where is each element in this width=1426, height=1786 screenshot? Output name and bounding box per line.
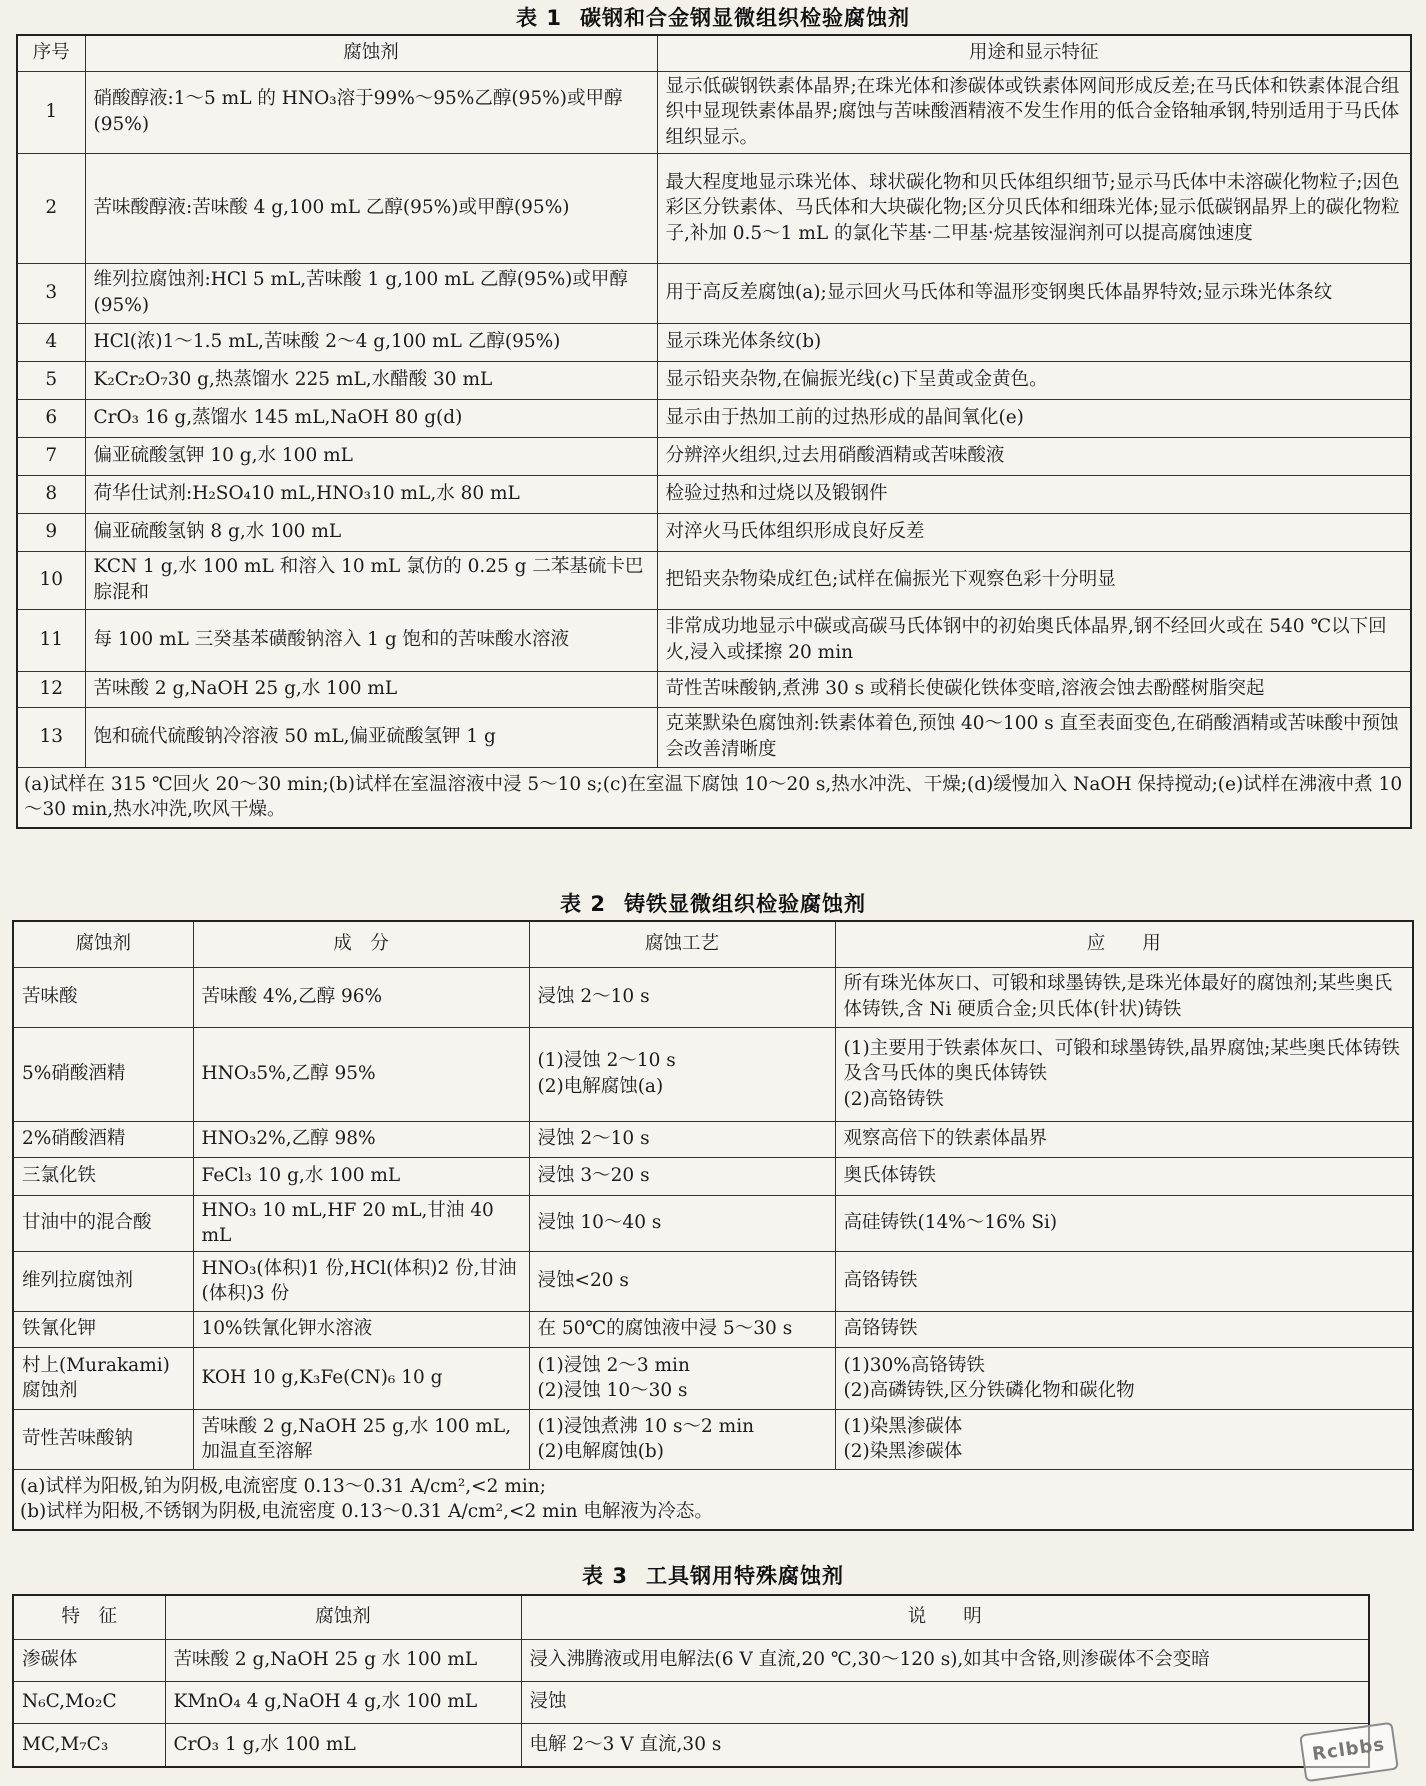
row-comp: 10%铁氰化钾水溶液 xyxy=(193,1311,529,1347)
table-row xyxy=(13,1121,1413,1157)
row-app: (1)染黑渗碳体 (2)染黑渗碳体 xyxy=(835,1409,1413,1469)
table1-header-row xyxy=(17,35,1411,71)
table2-note-a: (a)试样为阳极,铂为阴极,电流密度 0.13～0.31 A/cm²,<2 min; xyxy=(20,1475,546,1497)
row-comp: HNO₃5%,乙醇 95% xyxy=(193,1027,529,1121)
table-row xyxy=(13,1195,1413,1251)
row-proc: (1)浸蚀煮沸 10 s～2 min (2)电解腐蚀(b) xyxy=(529,1409,835,1469)
row-use: 显示由于热加工前的过热形成的晶间氧化(e) xyxy=(657,399,1411,437)
row-name: 维列拉腐蚀剂 xyxy=(13,1251,193,1311)
row-comp: HNO₃ 10 mL,HF 20 mL,甘油 40 mL xyxy=(193,1195,529,1251)
table-row xyxy=(13,1347,1413,1409)
row-comp: FeCl₃ 10 g,水 100 mL xyxy=(193,1157,529,1195)
watermark-logo: Rclbbs xyxy=(1299,1722,1399,1783)
row-etchant: 偏亚硫酸氢钠 8 g,水 100 mL xyxy=(85,513,657,551)
table-row xyxy=(17,609,1411,671)
row-feature: N₆C,Mo₂C xyxy=(13,1681,165,1723)
table1-header-no: 序号 xyxy=(17,35,85,71)
table1-number: 表 1 xyxy=(516,6,562,30)
table-row xyxy=(13,1409,1413,1469)
row-feature: 渗碳体 xyxy=(13,1639,165,1681)
table1 xyxy=(16,34,1412,829)
row-etchant: CrO₃ 1 g,水 100 mL xyxy=(165,1723,521,1767)
table-row xyxy=(17,263,1411,323)
table2-header-row xyxy=(13,921,1413,967)
table-row xyxy=(13,1723,1369,1767)
row-no: 9 xyxy=(17,513,85,551)
row-comp: HNO₃2%,乙醇 98% xyxy=(193,1121,529,1157)
row-use: 克莱默染色腐蚀剂:铁素体着色,预蚀 40～100 s 直至表面变色,在硝酸酒精或苦味酸中预蚀会改善清晰度 xyxy=(657,707,1411,767)
row-no: 6 xyxy=(17,399,85,437)
row-name: 5%硝酸酒精 xyxy=(13,1027,193,1121)
table-row xyxy=(17,399,1411,437)
row-name: 2%硝酸酒精 xyxy=(13,1121,193,1157)
row-no: 13 xyxy=(17,707,85,767)
row-etchant: K₂Cr₂O₇30 g,热蒸馏水 225 mL,水醋酸 30 mL xyxy=(85,361,657,399)
row-use: 显示珠光体条纹(b) xyxy=(657,323,1411,361)
row-proc: 浸蚀 2～10 s xyxy=(529,967,835,1027)
row-use: 最大程度地显示珠光体、球状碳化物和贝氏体组织细节;显示马氏体中未溶碳化物粒子;因色彩区分铁素体、马氏体和大块碳化物;区分贝氏体和细珠光体;显示低碳钢晶界上的碳化物粒子,补加 0.5～1 mL 的氯化苄基·二甲基·烷基铵湿润剂可以提高腐蚀速度 xyxy=(657,153,1411,263)
table2-number: 表 2 xyxy=(560,892,606,916)
row-etchant: CrO₃ 16 g,蒸馏水 145 mL,NaOH 80 g(d) xyxy=(85,399,657,437)
row-etchant: HCl(浓)1～1.5 mL,苦味酸 2～4 g,100 mL 乙醇(95%) xyxy=(85,323,657,361)
table2-title-text: 铸铁显微组织检验腐蚀剂 xyxy=(623,892,866,916)
row-proc: 浸蚀 2～10 s xyxy=(529,1121,835,1157)
table2-notes xyxy=(13,1469,1413,1530)
row-proc: 浸蚀 3～20 s xyxy=(529,1157,835,1195)
row-proc: (1)浸蚀 2～10 s (2)电解腐蚀(a) xyxy=(529,1027,835,1121)
row-etchant: 苦味酸 2 g,NaOH 25 g,水 100 mL xyxy=(85,671,657,707)
row-use: 显示铅夹杂物,在偏振光线(c)下呈黄或金黄色。 xyxy=(657,361,1411,399)
table-row xyxy=(13,1027,1413,1121)
row-no: 2 xyxy=(17,153,85,263)
row-etchant: 苦味酸 2 g,NaOH 25 g 水 100 mL xyxy=(165,1639,521,1681)
row-app: 高铬铸铁 xyxy=(835,1311,1413,1347)
row-app: 高铬铸铁 xyxy=(835,1251,1413,1311)
row-comp: KOH 10 g,K₃Fe(CN)₆ 10 g xyxy=(193,1347,529,1409)
row-feature: MC,M₇C₃ xyxy=(13,1723,165,1767)
row-use: 分辨淬火组织,过去用硝酸酒精或苦味酸液 xyxy=(657,437,1411,475)
row-use: 显示低碳钢铁素体晶界;在珠光体和渗碳体或铁素体网间形成反差;在马氏体和铁素体混合组织中显现铁素体晶界;腐蚀与苦味酸酒精液不发生作用的低合金铬轴承钢,特别适用于马氏体组织显示。 xyxy=(657,71,1411,153)
row-app: 所有珠光体灰口、可锻和球墨铸铁,是珠光体最好的腐蚀剂;某些奥氏体铸铁,含 Ni 硬质合金;贝氏体(针状)铸铁 xyxy=(835,967,1413,1027)
row-no: 3 xyxy=(17,263,85,323)
table-row xyxy=(17,323,1411,361)
row-no: 11 xyxy=(17,609,85,671)
table-row xyxy=(17,475,1411,513)
table2-header-app: 应 用 xyxy=(835,921,1413,967)
row-app: (1)30%高铬铸铁 (2)高磷铸铁,区分铁磷化物和碳化物 xyxy=(835,1347,1413,1409)
table-row xyxy=(17,707,1411,767)
table-row xyxy=(17,513,1411,551)
row-app: (1)主要用于铁素体灰口、可锻和球墨铸铁,晶界腐蚀;某些奥氏体铸铁及含马氏体的奥氏体铸铁 (2)高铬铸铁 xyxy=(835,1027,1413,1121)
row-no: 4 xyxy=(17,323,85,361)
table-row xyxy=(17,437,1411,475)
row-proc: (1)浸蚀 2～3 min (2)浸蚀 10～30 s xyxy=(529,1347,835,1409)
row-no: 7 xyxy=(17,437,85,475)
table3-header-etchant: 腐蚀剂 xyxy=(165,1595,521,1639)
table-row xyxy=(17,671,1411,707)
row-no: 8 xyxy=(17,475,85,513)
table2-note-row xyxy=(13,1469,1413,1530)
table-row xyxy=(13,1157,1413,1195)
table1-header-use: 用途和显示特征 xyxy=(657,35,1411,71)
table-row xyxy=(13,1681,1369,1723)
table3-header-desc: 说 明 xyxy=(521,1595,1369,1639)
row-use: 把铅夹杂物染成红色;试样在偏振光下观察色彩十分明显 xyxy=(657,551,1411,609)
row-desc: 浸蚀 xyxy=(521,1681,1369,1723)
table-row xyxy=(13,967,1413,1027)
row-app: 奥氏体铸铁 xyxy=(835,1157,1413,1195)
row-etchant: 饱和硫代硫酸钠冷溶液 50 mL,偏亚硫酸氢钾 1 g xyxy=(85,707,657,767)
table1-title-text: 碳钢和合金钢显微组织检验腐蚀剂 xyxy=(579,6,910,30)
row-etchant: 偏亚硫酸氢钾 10 g,水 100 mL xyxy=(85,437,657,475)
row-no: 1 xyxy=(17,71,85,153)
row-name: 苛性苦味酸钠 xyxy=(13,1409,193,1469)
row-etchant: 硝酸醇液:1～5 mL 的 HNO₃溶于99%～95%乙醇(95%)或甲醇(95%) xyxy=(85,71,657,153)
table2-note-b: (b)试样为阳极,不锈钢为阴极,电流密度 0.13～0.31 A/cm²,<2 min 电解液为冷态。 xyxy=(20,1501,713,1523)
row-use: 非常成功地显示中碳或高碳马氏体钢中的初始奥氏体晶界,钢不经回火或在 540 ℃以下回火,浸入或揉擦 20 min xyxy=(657,609,1411,671)
table2-title xyxy=(0,888,1426,918)
row-name: 苦味酸 xyxy=(13,967,193,1027)
table-row xyxy=(17,551,1411,609)
row-etchant: 维列拉腐蚀剂:HCl 5 mL,苦味酸 1 g,100 mL 乙醇(95%)或甲醇(95%) xyxy=(85,263,657,323)
table3 xyxy=(12,1594,1370,1768)
row-app: 观察高倍下的铁素体晶界 xyxy=(835,1121,1413,1157)
row-use: 对淬火马氏体组织形成良好反差 xyxy=(657,513,1411,551)
table-row xyxy=(13,1639,1369,1681)
row-no: 5 xyxy=(17,361,85,399)
row-use: 用于高反差腐蚀(a);显示回火马氏体和等温形变钢奥氏体晶界特效;显示珠光体条纹 xyxy=(657,263,1411,323)
row-proc: 浸蚀<20 s xyxy=(529,1251,835,1311)
row-name: 甘油中的混合酸 xyxy=(13,1195,193,1251)
row-comp: 苦味酸 4%,乙醇 96% xyxy=(193,967,529,1027)
row-etchant: KCN 1 g,水 100 mL 和溶入 10 mL 氯仿的 0.25 g 二苯基硫卡巴腙混和 xyxy=(85,551,657,609)
row-desc: 浸入沸腾液或用电解法(6 V 直流,20 ℃,30～120 s),如其中含铬,则渗碳体不会变暗 xyxy=(521,1639,1369,1681)
row-name: 铁氰化钾 xyxy=(13,1311,193,1347)
table3-title-text: 工具钢用特殊腐蚀剂 xyxy=(645,1564,844,1588)
table1-title xyxy=(0,2,1426,32)
row-proc: 浸蚀 10～40 s xyxy=(529,1195,835,1251)
table3-header-row xyxy=(13,1595,1369,1639)
table3-title xyxy=(0,1560,1426,1590)
table1-note-row xyxy=(17,767,1411,828)
row-no: 10 xyxy=(17,551,85,609)
row-desc: 电解 2～3 V 直流,30 s xyxy=(521,1723,1369,1767)
row-name: 三氯化铁 xyxy=(13,1157,193,1195)
row-etchant: 每 100 mL 三癸基苯磺酸钠溶入 1 g 饱和的苦味酸水溶液 xyxy=(85,609,657,671)
table3-header-feature: 特 征 xyxy=(13,1595,165,1639)
table1-note: (a)试样在 315 ℃回火 20～30 min;(b)试样在室温溶液中浸 5～10 s;(c)在室温下腐蚀 10～20 s,热水冲洗、干燥;(d)缓慢加入 NaOH 保持搅动;(e)试样在沸液中煮 10～30 min,热水冲洗,吹风干燥。 xyxy=(17,767,1411,828)
row-etchant: KMnO₄ 4 g,NaOH 4 g,水 100 mL xyxy=(165,1681,521,1723)
row-app: 高硅铸铁(14%～16% Si) xyxy=(835,1195,1413,1251)
row-proc: 在 50℃的腐蚀液中浸 5～30 s xyxy=(529,1311,835,1347)
table-row xyxy=(13,1251,1413,1311)
table-row xyxy=(17,153,1411,263)
row-comp: HNO₃(体积)1 份,HCl(体积)2 份,甘油(体积)3 份 xyxy=(193,1251,529,1311)
row-use: 苛性苦味酸钠,煮沸 30 s 或稍长使碳化铁体变暗,溶液会蚀去酚醛树脂突起 xyxy=(657,671,1411,707)
table2-header-proc: 腐蚀工艺 xyxy=(529,921,835,967)
table3-number: 表 3 xyxy=(582,1564,628,1588)
row-etchant: 苦味酸醇液:苦味酸 4 g,100 mL 乙醇(95%)或甲醇(95%) xyxy=(85,153,657,263)
table-row xyxy=(13,1311,1413,1347)
row-name: 村上(Murakami)腐蚀剂 xyxy=(13,1347,193,1409)
row-use: 检验过热和过烧以及锻钢件 xyxy=(657,475,1411,513)
table2-header-name: 腐蚀剂 xyxy=(13,921,193,967)
row-no: 12 xyxy=(17,671,85,707)
table2 xyxy=(12,920,1414,1531)
table1-header-etchant: 腐蚀剂 xyxy=(85,35,657,71)
table-row xyxy=(17,71,1411,153)
row-etchant: 荷华仕试剂:H₂SO₄10 mL,HNO₃10 mL,水 80 mL xyxy=(85,475,657,513)
table2-header-comp: 成 分 xyxy=(193,921,529,967)
row-comp: 苦味酸 2 g,NaOH 25 g,水 100 mL,加温直至溶解 xyxy=(193,1409,529,1469)
table-row xyxy=(17,361,1411,399)
